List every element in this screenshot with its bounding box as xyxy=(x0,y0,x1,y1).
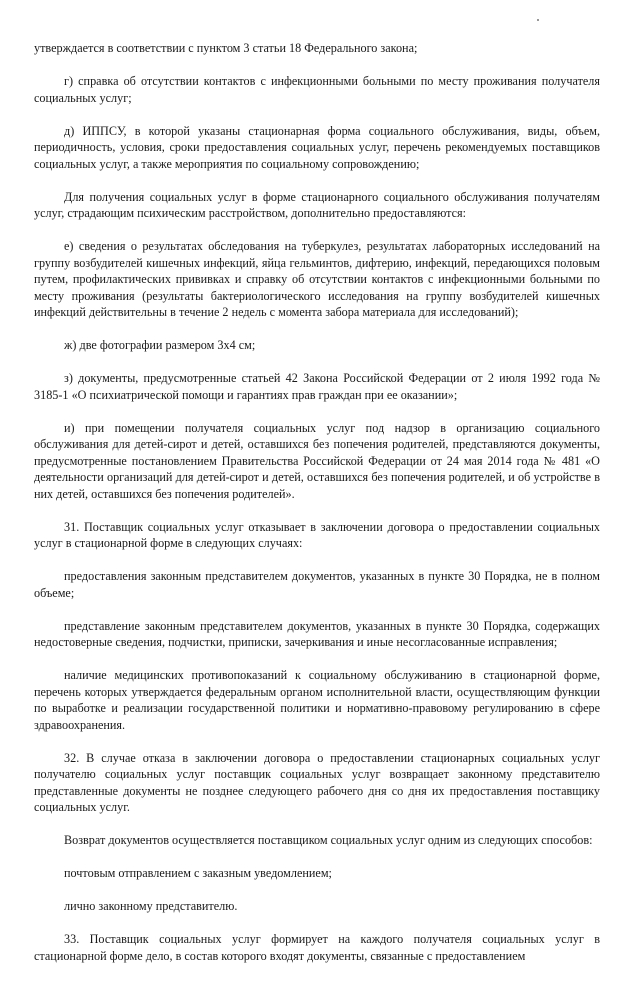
paragraph-item-i: и) при помещении получателя социальных услуг под надзор в организацию социального обслуживания для детей-сирот и детей, оставшихся без попечения родителей, представляются документы, предусмотренные постановлением Правительства Российской Федерации от 24 мая 2014 года № 481 «О деятельности организаций для детей-сирот и детей, оставшихся без попечения родителей, и об устройстве в них детей, оставшихся без попечения родителей». xyxy=(34,420,600,501)
paragraph-return-in-person: лично законному представителю. xyxy=(64,899,238,913)
paragraph-return-by-mail: почтовым отправлением с заказным уведомлением; xyxy=(64,866,332,880)
paragraph-return-methods: Возврат документов осуществляется поставщиком социальных услуг одним из следующих способов: xyxy=(64,833,593,847)
paragraph-item-zh: ж) две фотографии размером 3х4 см; xyxy=(64,338,256,352)
paragraph-clause-33: 33. Поставщик социальных услуг формирует на каждого получателя социальных услуг в стационарной форме дело, в состав которого входят документы, связанные с предоставлением xyxy=(34,932,600,963)
paragraph-item-z: з) документы, предусмотренные статьей 42 Закона Российской Федерации от 2 июля 1992 года № 3185-1 «О психиатрической помощи и гарантиях прав граждан при ее оказании»; xyxy=(34,371,600,402)
paragraph-item-e: е) сведения о результатах обследования на туберкулез, результатах лабораторных исследований на группу возбудителей кишечных инфекций, яйца гельминтов, дифтерию, инфекций, передающихся половым путем, профилактических прививках и справку об отсутствии контактов с инфекционными больными по месту проживания (результаты бактериологического исследования на группу возбудителей кишечных инфекций действительны в течение 2 недель с момента забора материала для исследований); xyxy=(34,239,600,319)
paragraph-item-d: д) ИППСУ, в которой указаны стационарная форма социального обслуживания, виды, объем, периодичность, условия, сроки предоставления социальных услуг, перечень рекомендуемых поставщиков социальных услуг, а также мероприятия по социальному сопровождению; xyxy=(34,123,600,171)
paragraph-refusal-case-1: предоставления законным представителем документов, указанных в пункте 30 Порядка, не в полном объеме; xyxy=(34,569,600,600)
paragraph-item-g: г) справка об отсутствии контактов с инфекционными больными по месту проживания получателя социальных услуг; xyxy=(34,74,600,105)
paragraph-refusal-case-2: представление законным представителем документов, указанных в пункте 30 Порядка, содержащих недостоверные сведения, подчистки, приписки, зачеркивания и иные несогласованные исправления; xyxy=(34,618,600,649)
scan-speck xyxy=(537,19,539,21)
document-page xyxy=(34,40,600,981)
paragraph-clause-31: 31. Поставщик социальных услуг отказывает в заключении договора о предоставлении социальных услуг в стационарной форме в следующих случаях: xyxy=(34,519,600,550)
paragraph-additional-docs: Для получения социальных услуг в форме стационарного социального обслуживания получателям услуг, страдающим психическим расстройством, дополнительно предоставляются: xyxy=(34,189,600,220)
paragraph-clause-32: 32. В случае отказа в заключении договора о предоставлении стационарных социальных услуг получателю социальных услуг поставщик социальных услуг возвращает законному представителю представленные документы не позднее следующего рабочего дня со дня их предоставления поставщику социальных услуг. xyxy=(34,750,600,814)
paragraph-refusal-case-3: наличие медицинских противопоказаний к социальному обслуживанию в стационарной форме, перечень которых утверждается федеральным органом исполнительной власти, осуществляющим функции по выработке и реализации государственной политики и нормативно-правовому регулированию в сфере здравоохранения. xyxy=(34,668,600,732)
paragraph-continuation: утверждается в соответствии с пунктом 3 статьи 18 Федерального закона; xyxy=(34,41,418,55)
